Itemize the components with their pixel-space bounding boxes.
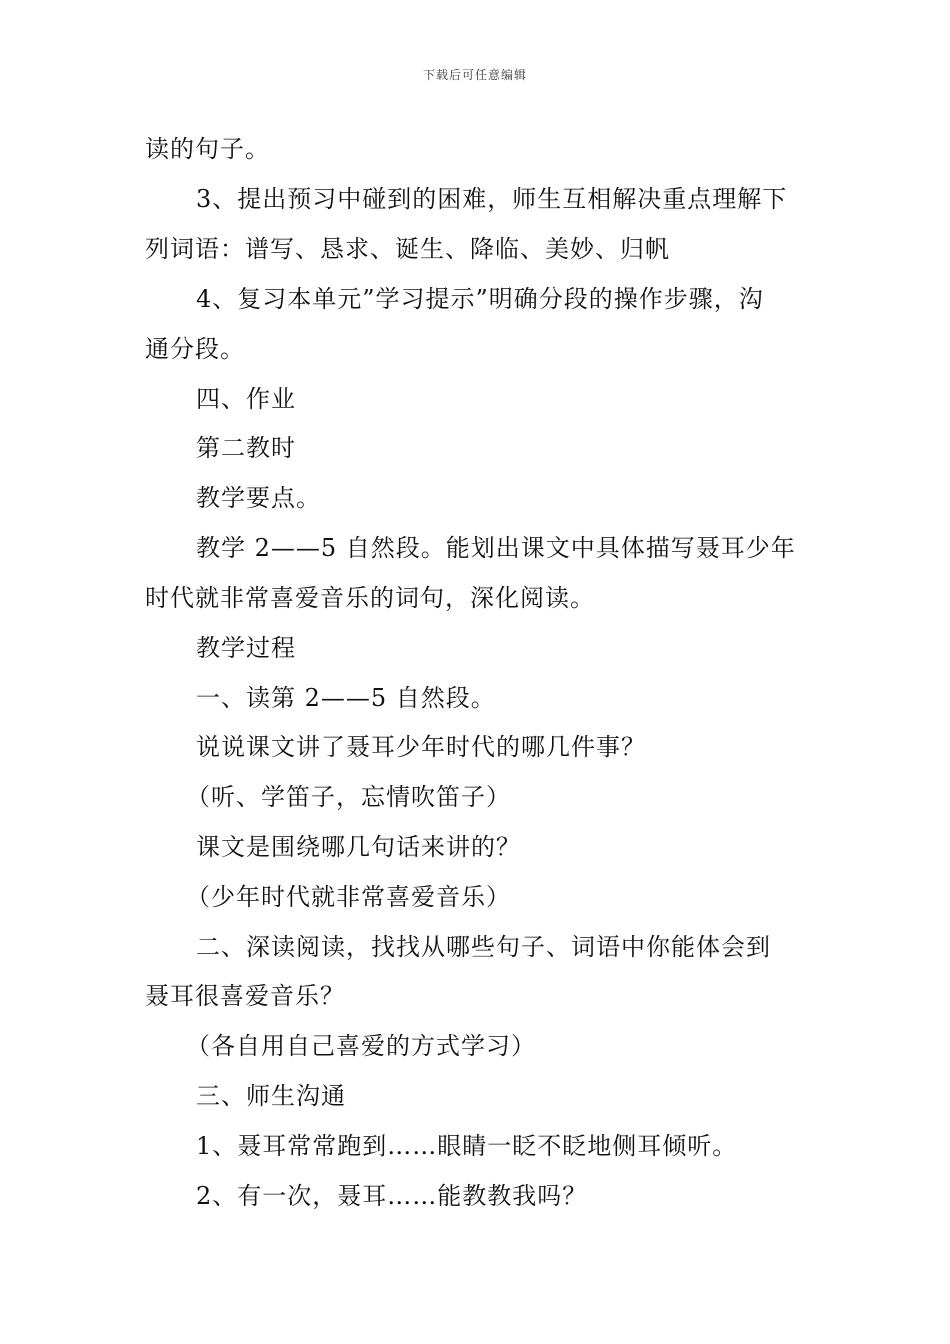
text-line: （各自用自己喜爱的方式学习） [186,1032,536,1060]
text-line: 教学过程 [196,634,296,662]
text-line: 聂耳很喜爱音乐？ [145,982,345,1010]
text-line: 第二教时 [196,434,296,462]
text-line: 通分段。 [145,335,245,363]
page-header: 下载后可任意编辑 [422,68,527,82]
text-line: 三、师生沟通 [196,1082,346,1110]
text-line: 说说课文讲了聂耳少年时代的哪几件事？ [196,733,646,761]
text-line: 3、提出预习中碰到的困难，师生互相解决重点理解下 [196,185,788,213]
text-line: 课文是围绕哪几句话来讲的？ [196,833,521,861]
text-line: 四、作业 [196,385,296,413]
text-line: 二、深读阅读，找找从哪些句子、词语中你能体会到 [196,933,771,961]
text-line: 1、聂耳常常跑到……眼睛一眨不眨地侧耳倾听。 [196,1132,738,1160]
text-line: 时代就非常喜爱音乐的词句，深化阅读。 [145,584,595,612]
text-line: 教学 2——5 自然段。能划出课文中具体描写聂耳少年 [196,534,796,562]
text-line: 4、复习本单元”学习提示”明确分段的操作步骤，沟 [196,285,764,313]
text-line: 读的句子。 [145,135,270,163]
text-line: 教学要点。 [196,484,321,512]
text-line: 列词语：谱写、恳求、诞生、降临、美妙、归帆 [145,235,670,263]
text-line: （听、学笛子，忘情吹笛子） [186,783,511,811]
text-line: 一、读第 2——5 自然段。 [196,684,496,712]
text-line: （少年时代就非常喜爱音乐） [186,883,511,911]
text-line: 2、有一次，聂耳……能教教我吗？ [196,1182,588,1210]
